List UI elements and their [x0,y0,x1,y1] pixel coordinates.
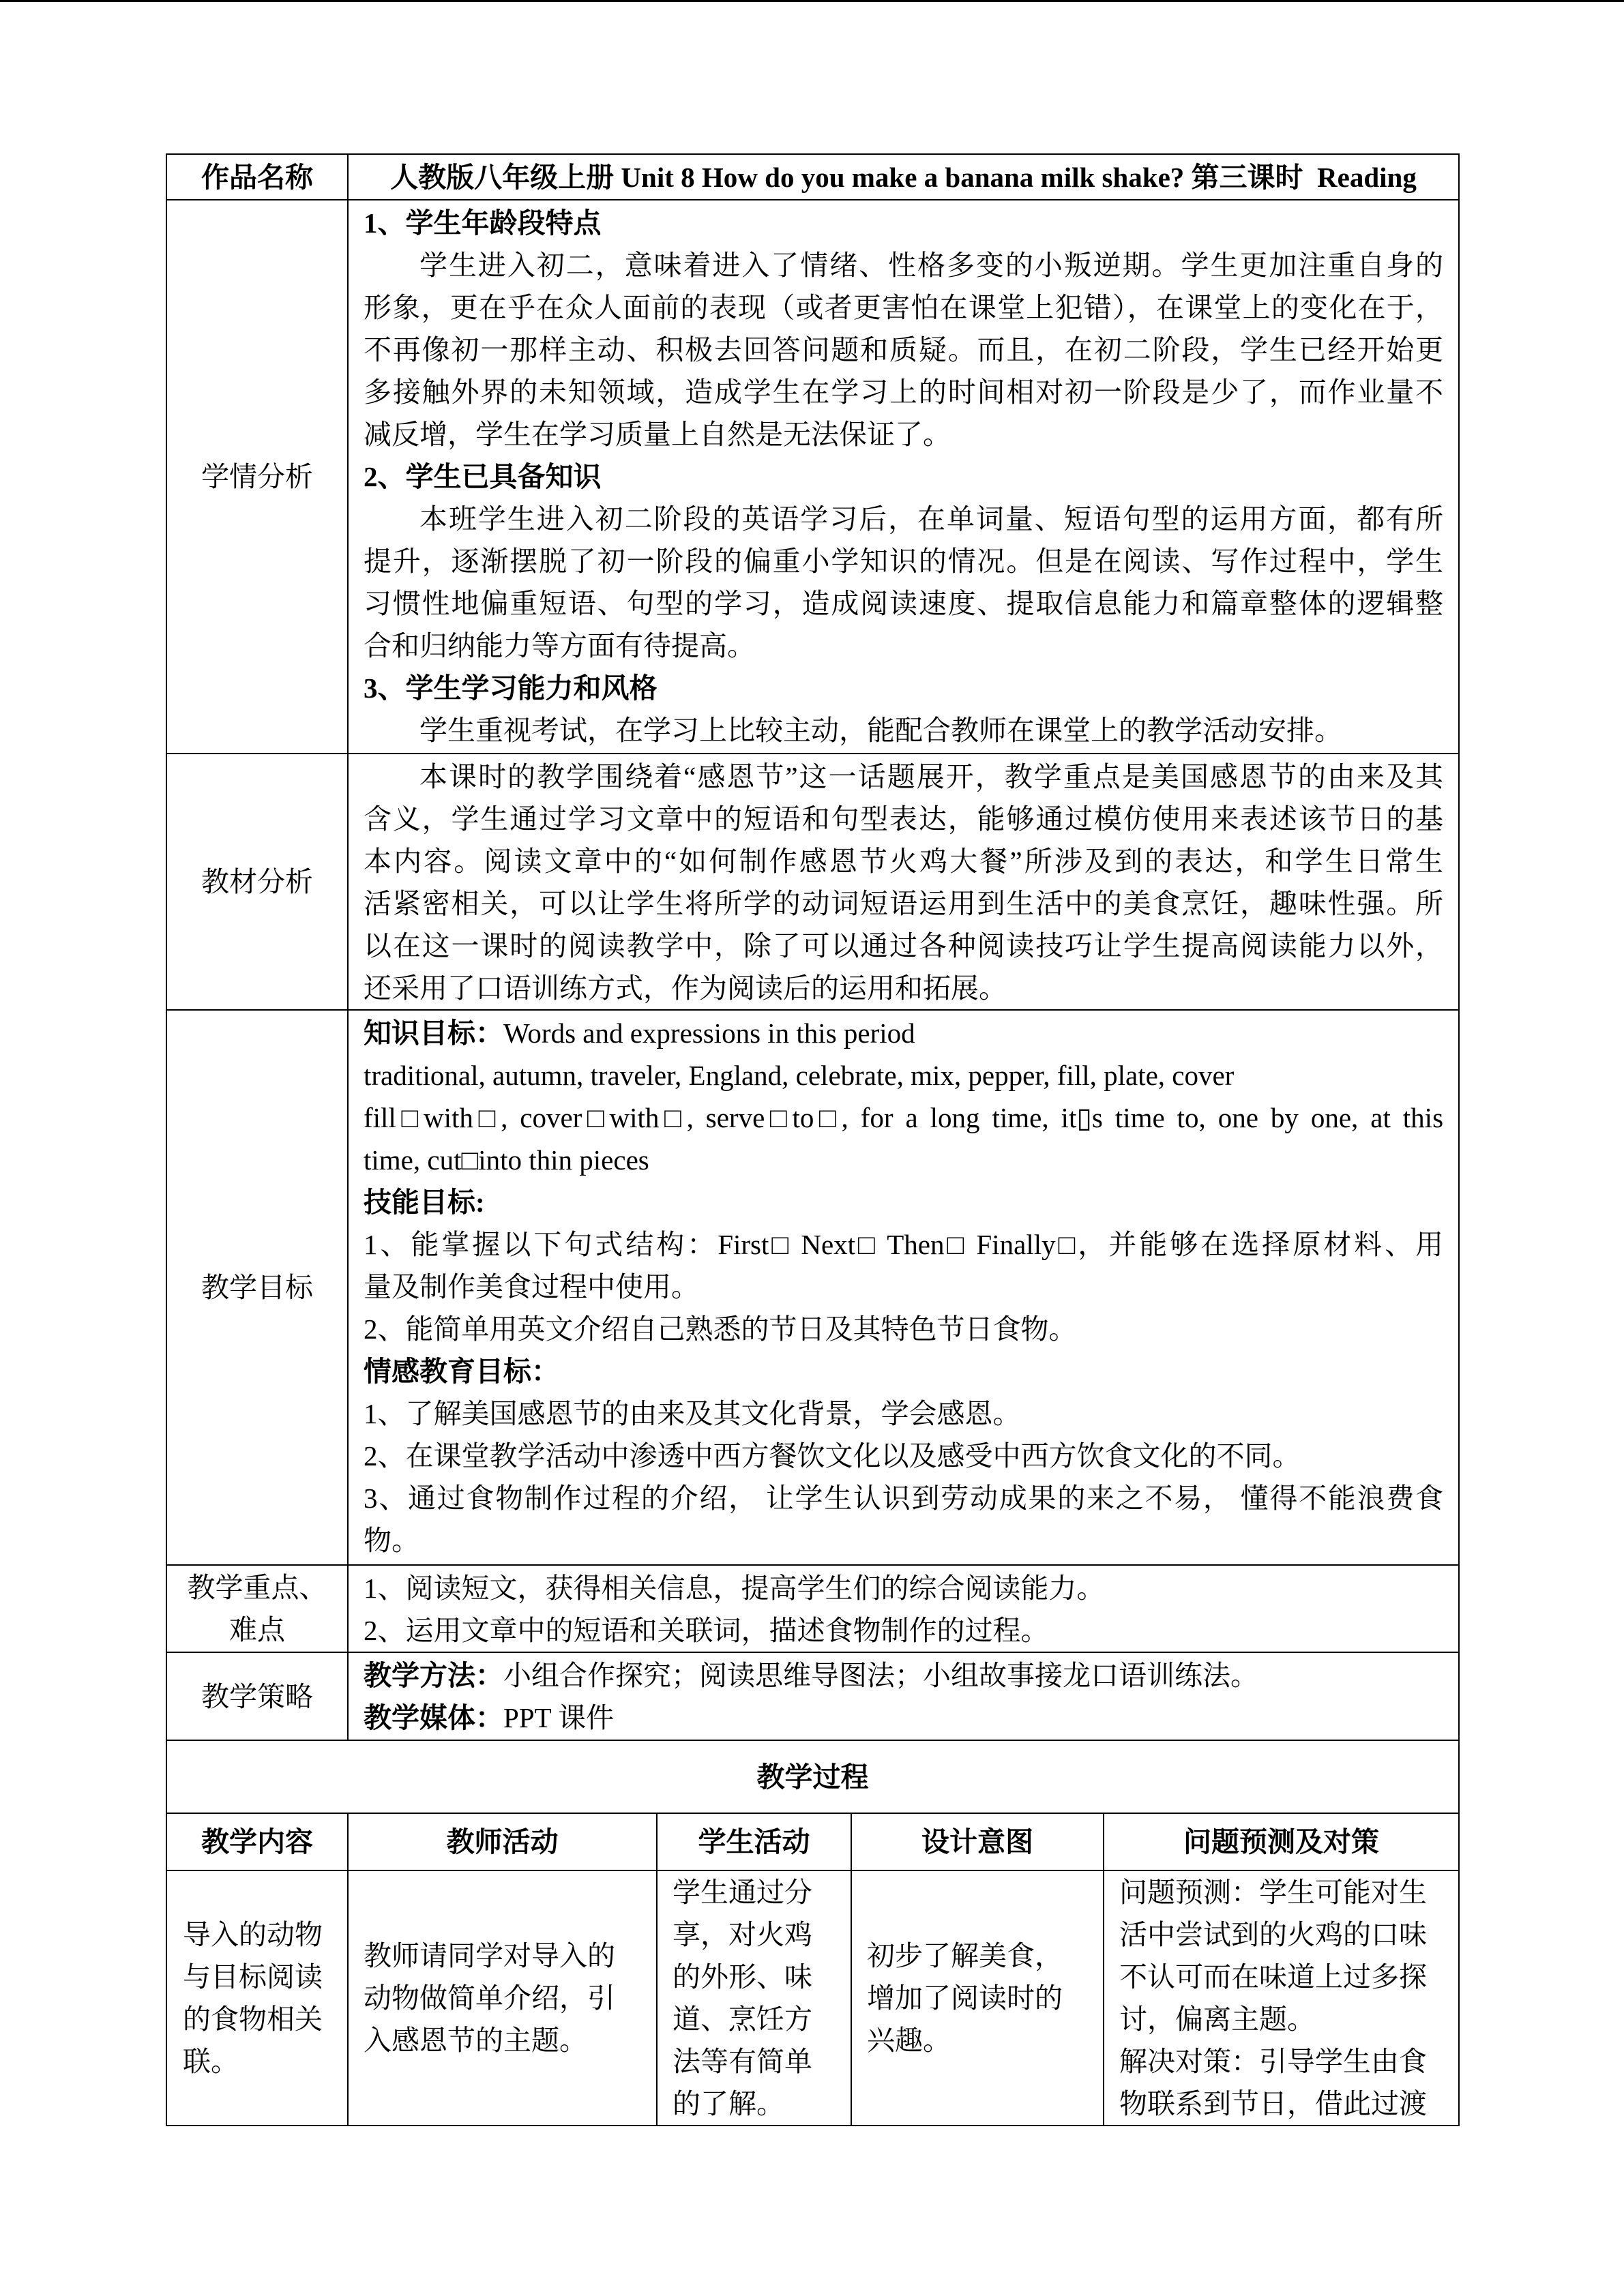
paragraph-line: 合和归纳能力等方面有待提高。 [364,630,755,661]
skill-objective-line: 量及制作美食过程中使用。 [364,1271,699,1302]
teaching-method-line [364,1654,1443,1697]
title-label: 作品名称 [166,154,348,200]
cell-line: 解决对策：引导学生由食 [1119,2046,1427,2077]
objectives-label: 教学目标 [166,1010,348,1565]
paragraph-line: 习惯性地偏重短语、句型的学习，造成阅读速度、提取信息能力和篇章整体的逻辑整 [364,588,1444,619]
emotion-objective-line: 1、了解美国感恩节的由来及其文化背景，学会感恩。 [364,1398,1021,1429]
emotion-objective-line: 物。 [364,1525,419,1556]
teaching-media-line [364,1697,1443,1739]
paragraph-line: 提升，逐渐摆脱了初一阶段的偏重小学知识的情况。但是在阅读、写作过程中，学生 [364,546,1444,577]
cell-line: 物联系到节日，借此过渡 [1119,2088,1427,2119]
cell-line: 入感恩节的主题。 [364,2025,587,2056]
skill-objective-line: 2、能简单用英文介绍自己熟悉的节日及其特色节日食物。 [364,1313,1077,1345]
vocabulary-phrases-line: fill□with□, cover□with□, serve□to□, for a long time, it▯s time to, one by one, at this [364,1102,1444,1133]
section-heading: 2、学生已具备知识 [364,461,602,492]
student-analysis-content [348,200,1459,754]
vocabulary-phrases-line: time, cut□into thin pieces [364,1144,649,1176]
knowledge-objective-line [364,1012,1443,1054]
student-analysis-row [166,200,1459,754]
paragraph-line: 还采用了口语训练方式，作为阅读后的运用和拓展。 [364,972,1007,1004]
cell-line: 导入的动物 [183,1919,323,1950]
paragraph-line: 本课时的教学围绕着“感恩节”这一话题展开，教学重点是美国感恩节的由来及其 [419,761,1444,792]
student-analysis-label: 学情分析 [166,200,348,754]
cell-line: 兴趣。 [867,2025,951,2056]
strategy-content [348,1652,1459,1740]
emotion-objective-heading: 情感教育目标： [364,1356,559,1387]
paragraph-line: 多接触外界的未知领域，造成学生在学习上的时间相对初一阶段是少了，而作业量不 [364,376,1444,408]
cell-line: 法等有简单 [673,2046,812,2077]
teaching-media-value: PPT 课件 [503,1702,615,1733]
lesson-plan-table [166,153,1460,2126]
cell-line: 的外形、味 [673,1961,812,1993]
material-analysis-row [166,754,1459,1010]
knowledge-objective-intro: Words and expressions in this period [503,1017,915,1049]
cell-line: 的了解。 [673,2088,784,2119]
cell-line: 联。 [183,2046,239,2077]
key-point-line: 1、阅读短文，获得相关信息，提高学生们的综合阅读能力。 [364,1572,1105,1604]
key-points-label [166,1565,348,1652]
cell-line: 不认可而在味道上过多探 [1119,1961,1427,1993]
process-prediction-cell [1104,1870,1459,2126]
column-header-student: 学生活动 [657,1813,851,1870]
cell-line: 学生通过分 [673,1877,812,1908]
title-value: 人教版八年级上册 Unit 8 How do you make a banana milk shake? 第三课时 Reading [348,154,1459,200]
process-intent-cell [851,1870,1104,2126]
paragraph-line: 形象，更在乎在众人面前的表现（或者更害怕在课堂上犯错），在课堂上的变化在于， [364,292,1444,323]
strategy-label: 教学策略 [166,1652,348,1740]
section-heading: 1、学生年龄段特点 [364,207,602,239]
cell-line: 教师请同学对导入的 [364,1940,615,1971]
key-points-row [166,1565,1459,1652]
process-header-row [166,1813,1459,1870]
material-analysis-label: 教材分析 [166,754,348,1010]
process-title-row [166,1740,1459,1813]
teaching-method-value: 小组合作探究；阅读思维导图法；小组故事接龙口语训练法。 [503,1660,1258,1691]
key-point-line: 2、运用文章中的短语和关联词，描述食物制作的过程。 [364,1615,1049,1646]
paragraph-line: 含义，学生通过学习文章中的短语和句型表达，能够通过模仿使用来表述该节日的基 [364,803,1444,835]
column-header-intent: 设计意图 [851,1813,1104,1870]
cell-line: 增加了阅读时的 [867,1982,1063,2014]
cell-line: 道、烹饪方 [673,2003,812,2035]
cell-line: 活中尝试到的火鸡的口味 [1119,1919,1427,1950]
cell-line: 的食物相关 [183,2003,323,2035]
paragraph-line: 本内容。阅读文章中的“如何制作感恩节火鸡大餐”所涉及到的表达，和学生日常生 [364,846,1444,877]
skill-objective-line: 1、能掌握以下句式结构：First□ Next□ Then□ Finally□，并能够在选择原材料、用 [364,1229,1444,1260]
vocabulary-words: traditional, autumn, traveler, England, celebrate, mix, pepper, fill, plate, cover [364,1060,1235,1091]
process-row [166,1870,1459,2126]
key-points-label-line: 教学重点、 [187,1572,327,1603]
column-header-prediction: 问题预测及对策 [1104,1813,1459,1870]
knowledge-objective-heading: 知识目标： [364,1017,503,1049]
material-analysis-content [348,754,1459,1010]
process-content-cell [166,1870,348,2126]
teaching-method-label: 教学方法： [364,1660,503,1691]
column-header-content: 教学内容 [166,1813,348,1870]
skill-objective-heading: 技能目标: [364,1187,485,1218]
paragraph-line: 本班学生进入初二阶段的英语学习后，在单词量、短语句型的运用方面，都有所 [419,503,1444,535]
cell-line: 与目标阅读 [183,1961,323,1993]
paragraph-line: 学生重视考试，在学习上比较主动，能配合教师在课堂上的教学活动安排。 [419,715,1342,746]
teaching-media-label: 教学媒体： [364,1702,503,1733]
paragraph-line: 学生进入初二，意味着进入了情绪、性格多变的小叛逆期。学生更加注重自身的 [419,250,1444,281]
emotion-objective-line: 3、通过食物制作过程的介绍， 让学生认识到劳动成果的来之不易， 懂得不能浪费食 [364,1482,1444,1514]
column-header-teacher: 教师活动 [348,1813,657,1870]
strategy-row [166,1652,1459,1740]
key-points-content [348,1565,1459,1652]
objectives-content [348,1010,1459,1565]
cell-line: 问题预测：学生可能对生 [1119,1877,1427,1908]
cell-line: 初步了解美食， [867,1940,1063,1971]
key-points-label-line: 难点 [229,1614,285,1645]
section-heading: 3、学生学习能力和风格 [364,672,658,704]
objectives-row [166,1010,1459,1565]
process-teacher-cell [348,1870,657,2126]
cell-line: 动物做简单介绍，引 [364,1982,615,2014]
cell-line: 讨，偏离主题。 [1119,2003,1315,2035]
process-title: 教学过程 [166,1740,1459,1813]
paragraph-line: 减反增，学生在学习质量上自然是无法保证了。 [364,419,951,450]
page-top-edge [0,0,1624,2]
emotion-objective-line: 2、在课堂教学活动中渗透中西方餐饮文化以及感受中西方饮食文化的不同。 [364,1440,1301,1472]
paragraph-line: 以在这一课时的阅读教学中，除了可以通过各种阅读技巧让学生提高阅读能力以外， [364,930,1444,961]
paragraph-line: 不再像初一那样主动、积极去回答问题和质疑。而且，在初二阶段，学生已经开始更 [364,334,1444,366]
process-student-cell [657,1870,851,2126]
title-row [166,154,1459,200]
cell-line: 享，对火鸡 [673,1919,812,1950]
paragraph-line: 活紧密相关，可以让学生将所学的动词短语运用到生活中的美食烹饪，趣味性强。所 [364,888,1444,919]
